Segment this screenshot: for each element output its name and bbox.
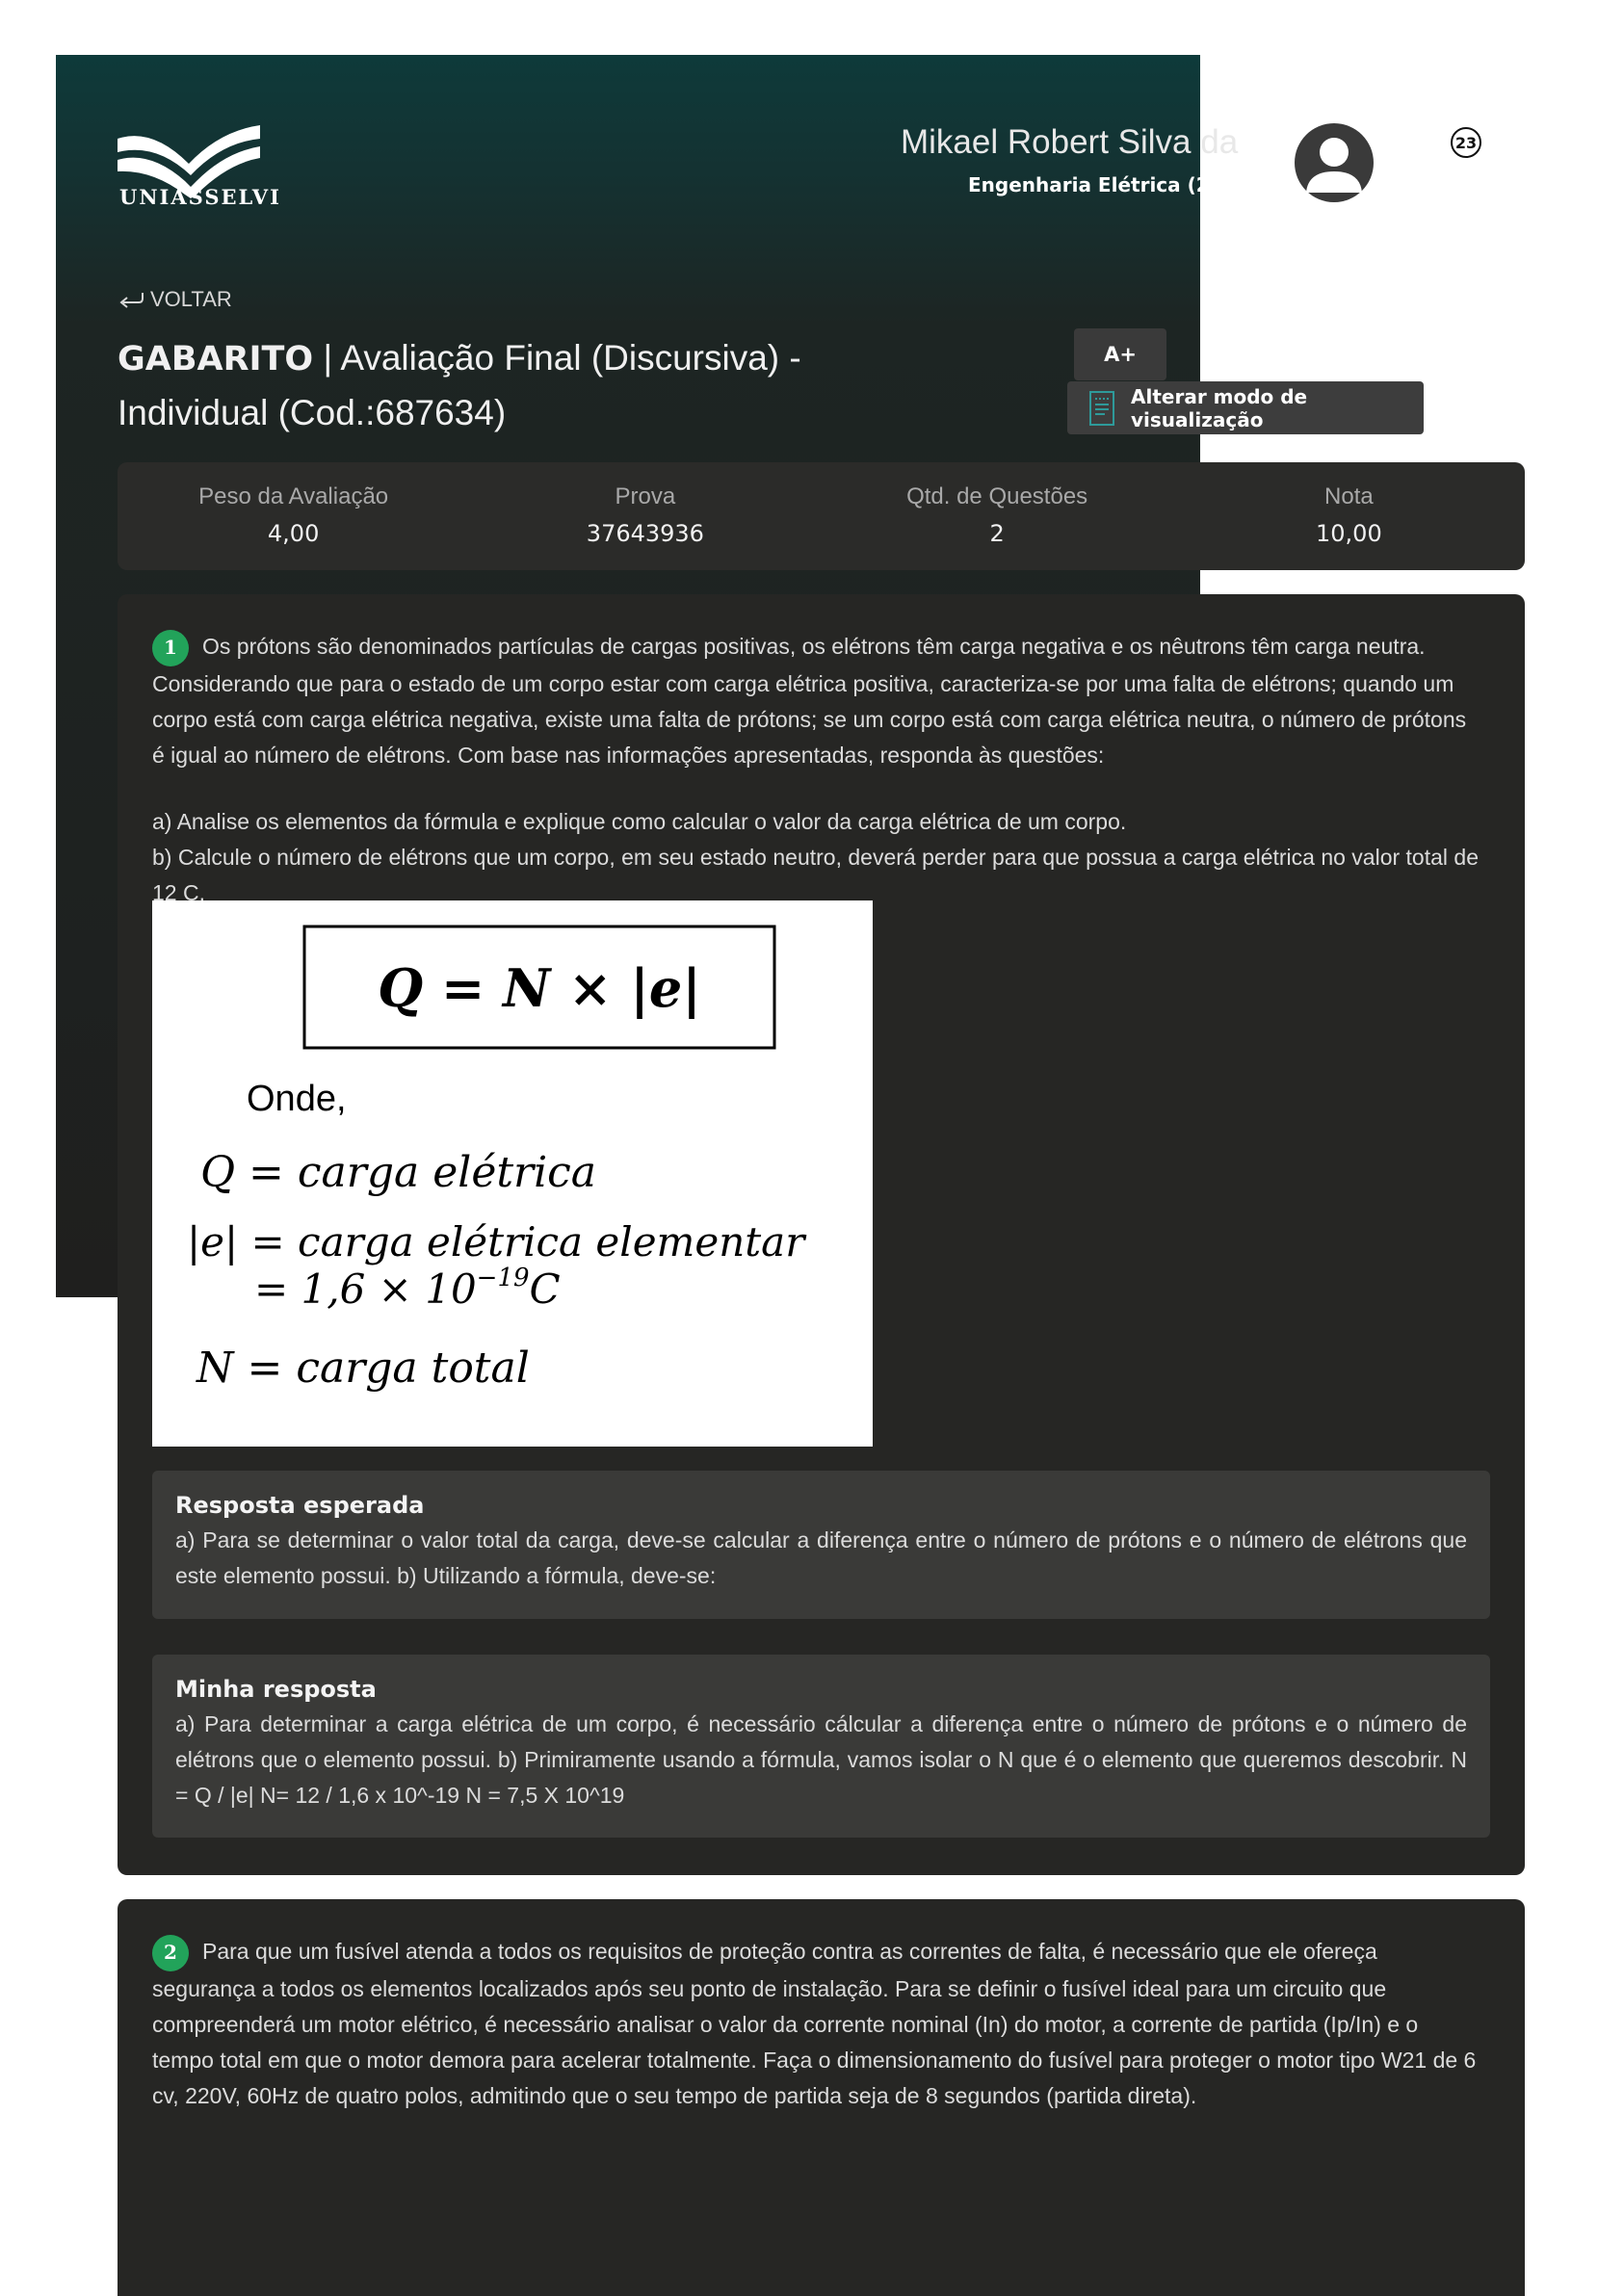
expected-answer-title: Resposta esperada	[175, 1492, 425, 1519]
formula-def-q: Q = carga elétrica	[200, 1148, 597, 1197]
logo-text: UNIASSELVI	[119, 185, 281, 209]
question-statement: Para que um fusível atenda a todos os requisitos de proteção contra as correntes de falta, é necessário que ele ofereça segurança a todos os elementos localizados após seu ponto de instalação. Para se definir o fusível ideal para um circuito que compreenderá um motor elétrico, é necessário analisar o valor da corrente nominal (In) do motor, a corrente de partida (Ip/In) e o tempo total em que o motor demora para acelerar totalmente. Faça o dimensionamento do fusível para proteger o motor tipo W21 de 6 cv, 220V, 60Hz de quatro polos, admitindo que o seu tempo de partida seja de 8 segundos (partida direta).	[152, 1939, 1477, 2108]
formula-exponent: −19	[476, 1264, 530, 1292]
my-answer-title: Minha resposta	[175, 1676, 377, 1703]
question-text	[152, 629, 1481, 773]
stat-value: 10,00	[1316, 520, 1382, 547]
user-course: Engenharia Elétrica (257	[968, 173, 1237, 196]
stat-label: Peso da Avaliação	[198, 483, 389, 509]
expected-answer-box	[152, 1471, 1490, 1619]
formula-def-e-value	[254, 1264, 561, 1313]
formula-main: Q = N × |e|	[378, 957, 701, 1019]
stat-question-count	[822, 462, 1173, 570]
question-card-2	[118, 1899, 1525, 2296]
question-item-b: b) Calcule o número de elétrons que um corpo, em seu estado neutro, deverá perder para que possua a carga elétrica no valor total de 12 C.	[152, 845, 1479, 905]
stat-label: Prova	[615, 483, 676, 509]
expected-answer-text: a) Para se determinar o valor total da carga, deve-se calcular a diferença entre o número de prótons e o número de elétrons que este elemento possui. b) Utilizando a fórmula, deve-se:	[175, 1527, 1467, 1588]
notification-badge[interactable]: 23	[1451, 127, 1481, 158]
return-arrow-icon	[118, 290, 146, 309]
view-mode-button[interactable]	[1067, 381, 1424, 434]
stats-bar	[118, 462, 1525, 570]
back-link[interactable]	[118, 287, 232, 312]
question-statement: Os prótons são denominados partículas de cargas positivas, os elétrons têm carga negativa e os nêutrons têm carga neutra. Considerando que para o estado de um corpo estar com carga elétrica positiva, caracteriza-se por uma falta de elétrons; quando um corpo está com carga elétrica negativa, existe uma falta de prótons; se um corpo está com carga elétrica neutra, o número de prótons é igual ao número de elétrons. Com base nas informações apresentadas, responda às questões:	[152, 634, 1467, 768]
page-title	[118, 331, 946, 440]
my-answer-box	[152, 1655, 1490, 1838]
stat-value: 37643936	[586, 520, 704, 547]
user-name: Mikael Robert Silva da	[901, 123, 1239, 161]
formula-def-e: |e| = carga elétrica elementar	[187, 1218, 805, 1265]
font-size-button[interactable]: A+	[1074, 328, 1166, 380]
formula-figure	[152, 900, 873, 1447]
question-text	[152, 1934, 1481, 2114]
page-title-bold: GABARITO	[118, 340, 314, 378]
user-silhouette-icon	[1295, 123, 1374, 202]
formula-def-n: N = carga total	[196, 1344, 530, 1393]
question-number-badge: 2	[152, 1935, 189, 1971]
stat-value: 4,00	[267, 520, 320, 547]
stat-exam	[469, 462, 821, 570]
formula-value: = 1,6 × 10	[254, 1265, 477, 1313]
back-link-label: VOLTAR	[150, 287, 232, 311]
stat-grade	[1173, 462, 1525, 570]
question-number-badge: 1	[152, 630, 189, 666]
view-mode-label: Alterar modo de visualização	[1131, 384, 1308, 431]
question-card-1	[118, 594, 1525, 1875]
question-item-a: a) Analise os elementos da fórmula e explique como calcular o valor da carga elétrica de um corpo.	[152, 809, 1127, 834]
page-title-rest: | Avaliação Final (Discursiva) - Individual (Cod.:687634)	[118, 338, 801, 432]
formula-onde: Onde,	[247, 1079, 347, 1119]
formula-unit: C	[529, 1265, 561, 1313]
stat-weight	[118, 462, 469, 570]
avatar[interactable]	[1295, 123, 1374, 202]
stat-label: Qtd. de Questões	[906, 483, 1088, 509]
my-answer-text: a) Para determinar a carga elétrica de um corpo, é necessário cálcular a diferença entre o número de prótons e o número de elétrons que o elemento possui. b) Primiramente usando a fórmula, vamos isolar o N que é o elemento que queremos descobrir. N = Q / |e| N= 12 / 1,6 x 10^-19 N = 7,5 X 10^19	[175, 1711, 1467, 1808]
document-view-icon	[1088, 390, 1115, 427]
stat-label: Nota	[1324, 483, 1374, 509]
stat-value: 2	[989, 520, 1005, 547]
